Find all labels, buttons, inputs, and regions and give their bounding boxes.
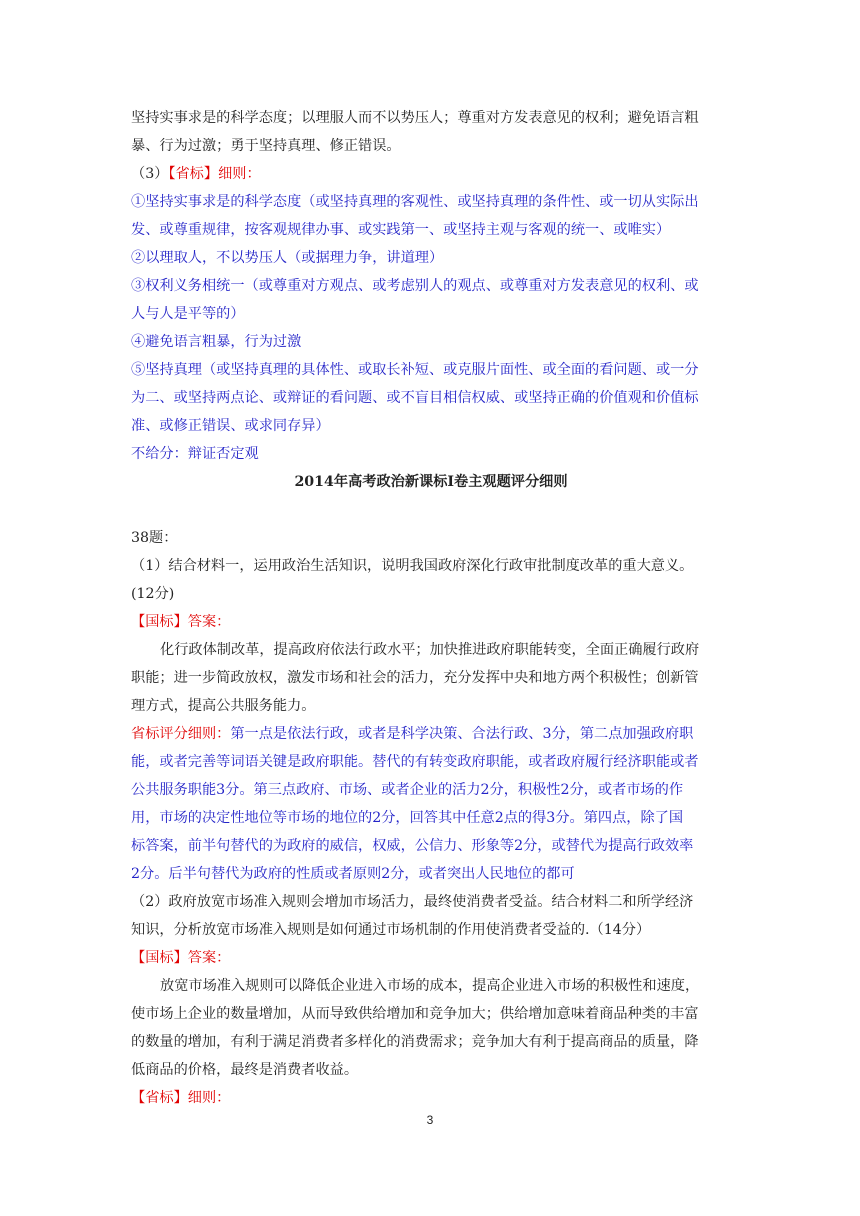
shengbiao-tag: 省标评分细则： [131, 726, 231, 742]
q38-part1-shengbiao: 能，或者完善等词语关键是政府职能。替代的有转变政府职能，或者政府履行经济职能或者 [131, 754, 699, 770]
q3-number: （3） [131, 166, 169, 182]
guobiao-label: 答案： [187, 614, 231, 630]
section-title: 2014年高考政治新课标Ⅰ卷主观题评分细则 [294, 474, 568, 490]
q38-part1-answer: 职能；进一步简政放权，激发市场和社会的活力，充分发挥中央和地方两个积极性；创新管 [131, 670, 699, 686]
q38-part1-question: (12分) [131, 586, 175, 602]
q38-part1-answer: 理方式，提高公共服务能力。 [131, 698, 316, 714]
q3-heading [131, 160, 731, 188]
q38-part2-answer: 的数量的增加，有利于满足消费者多样化的消费需求；竞争加大有利于提高商品的质量，降 [131, 1034, 699, 1050]
q38-label: 38题： [131, 530, 178, 546]
body-text-line: 暴、行为过激；勇于坚持真理、修正错误。 [131, 138, 401, 154]
q3-item: ④避免语言粗暴，行为过激 [131, 334, 302, 350]
shengbiao-label: 细则： [187, 1090, 231, 1106]
q38-part1-shengbiao: 公共服务职能3分。第三点政府、市场、或者企业的活力2分，积极性2分，或者市场的作 [131, 782, 684, 798]
q38-part2-shengbiao-heading [131, 1084, 731, 1112]
spacer [131, 496, 731, 524]
q3-item: ②以理取人，不以势压人（或据理力争，讲道理） [131, 250, 444, 266]
q3-no-score: 不给分：辩证否定观 [131, 446, 259, 462]
q38-part2-question: 知识，分析放宽市场准入规则是如何通过市场机制的作用使消费者受益的.（14分） [131, 922, 651, 938]
q3-item: 发、或尊重规律，按客观规律办事、或实践第一、或坚持主观与客观的统一、或唯实） [131, 222, 671, 238]
q3-item: 准、或修正错误、或求同存异） [131, 418, 330, 434]
q3-tag: 【省标】 [168, 166, 219, 182]
q38-part1-shengbiao-first [131, 720, 731, 748]
q38-part1-question: （1）结合材料一，运用政治生活知识，说明我国政府深化行政审批制度改革的重大意义。 [131, 558, 694, 574]
q3-label: 细则： [218, 166, 261, 182]
q3-item: 人与人是平等的） [131, 306, 245, 322]
q3-item: ③权利义务相统一（或尊重对方观点、或考虑别人的观点、或尊重对方发表意见的权利、或 [131, 278, 699, 294]
q38-part2-answer: 放宽市场准入规则可以降低企业进入市场的成本，提高企业进入市场的积极性和速度， [160, 978, 700, 994]
shengbiao-tag: 【省标】 [131, 1090, 188, 1106]
q38-part2-question: （2）政府放宽市场准入规则会增加市场活力，最终使消费者受益。结合材料二和所学经济 [131, 894, 694, 910]
guobiao-tag: 【国标】 [131, 950, 188, 966]
q3-item: ⑤坚持真理（或坚持真理的具体性、或取长补短、或克服片面性、或全面的看问题、或一分 [131, 362, 699, 378]
q38-part1-shengbiao: 标答案，前半句替代的为政府的威信，权威，公信力、形象等2分，或替代为提高行政效率 [131, 838, 694, 854]
body-text-line: 坚持实事求是的科学态度；以理服人而不以势压人；尊重对方发表意见的权利；避免语言粗 [131, 110, 699, 126]
page-content [131, 104, 731, 1112]
q38-part1-shengbiao: 2分。后半句替代为政府的性质或者原则2分，或者突出人民地位的都可 [131, 866, 575, 882]
q38-part2-answer: 低商品的价格，最终是消费者收益。 [131, 1062, 359, 1078]
guobiao-label: 答案： [187, 950, 231, 966]
q38-part2-answer: 使市场上企业的数量增加，从而导致供给增加和竞争加大；供给增加意味着商品种类的丰富 [131, 1006, 699, 1022]
shengbiao-text: 第一点是依法行政，或者是科学决策、合法行政、3分，第二点加强政府职 [230, 726, 694, 742]
q38-part1-answer: 化行政体制改革，提高政府依法行政水平；加快推进政府职能转变，全面正确履行政府 [160, 642, 700, 658]
q3-item: 为二、或坚持两点论、或辩证的看问题、或不盲目相信权威、或坚持正确的价值观和价值标 [131, 390, 699, 406]
q38-part1-guobiao-heading [131, 608, 731, 636]
q3-item: ①坚持实事求是的科学态度（或坚持真理的客观性、或坚持真理的条件性、或一切从实际出 [131, 194, 699, 210]
page-number: 3 [426, 1113, 434, 1127]
q38-part1-shengbiao: 用，市场的决定性地位等市场的地位的2分，回答其中任意2点的得3分。第四点，除了国 [131, 810, 684, 826]
q38-part2-guobiao-heading [131, 944, 731, 972]
guobiao-tag: 【国标】 [131, 614, 188, 630]
